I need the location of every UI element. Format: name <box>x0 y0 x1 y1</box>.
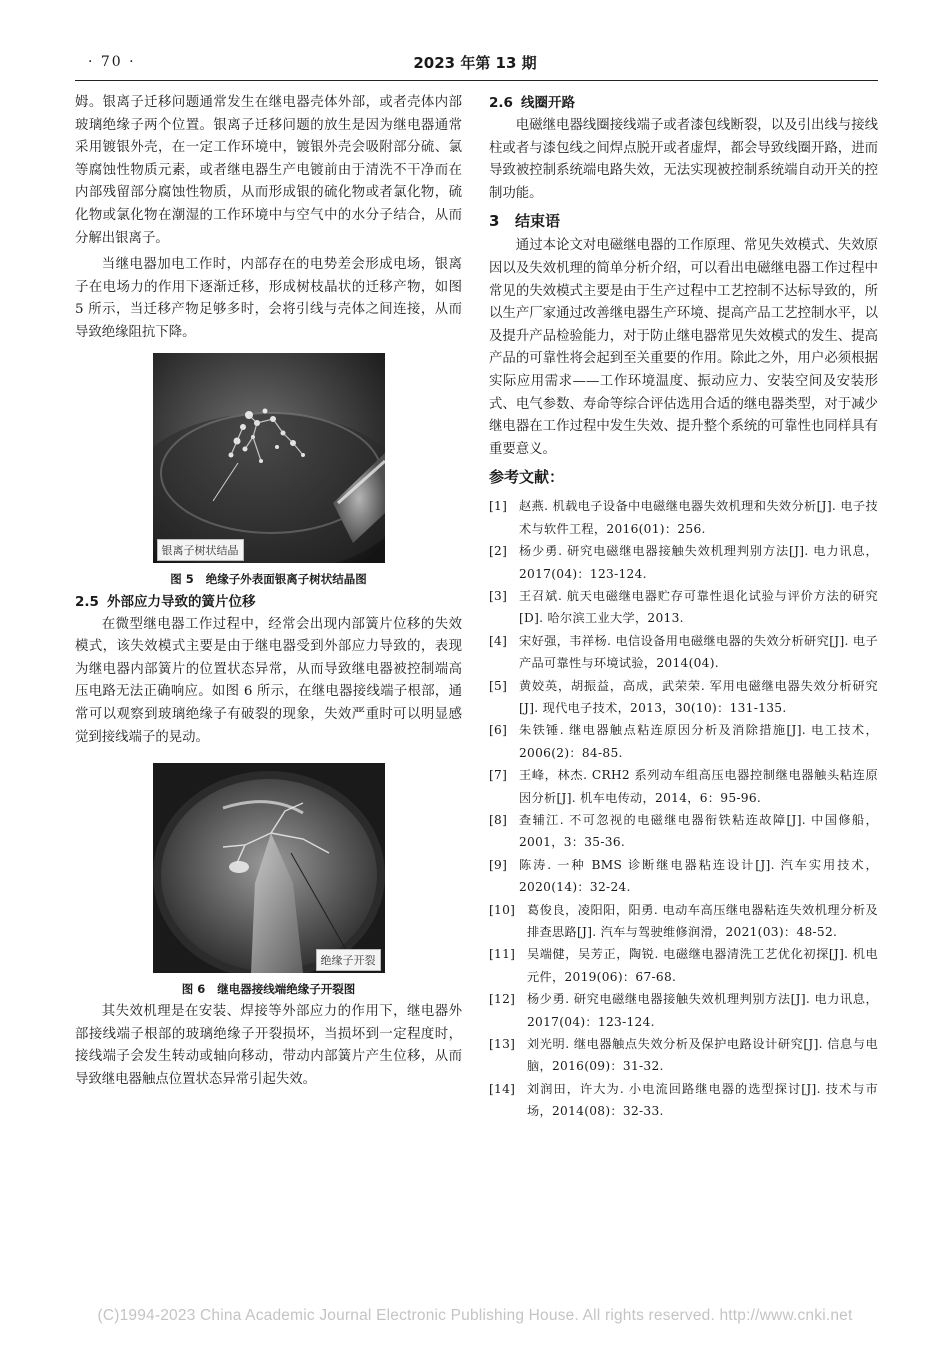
reference-number: [9] <box>489 857 508 872</box>
reference-item <box>489 988 878 1033</box>
reference-text: 朱铁锤. 继电器触点粘连原因分析及消除措施[J]. 电工技术，2006(2)：84-85. <box>519 723 878 760</box>
reference-number: [6] <box>489 723 508 738</box>
reference-list <box>489 495 878 1122</box>
section-2-6-heading <box>489 92 878 115</box>
section-2-6-number: 2.6 <box>489 95 513 111</box>
paragraph-silver-migration: 姆。银离子迁移问题通常发生在继电器壳体外部，或者壳体内部玻璃绝缘子两个位置。银离子迁移问题的放生是因为继电器通常采用镀银外壳，在一定工作环境中，镀银外壳会吸附部分硫、氯等腐蚀性物质元素，或者继电器生产电镀前由于清洗不干净而在内部残留部分腐蚀性物质，从而形成银的硫化物或者氯化物，硫化物或氯化物在潮湿的工作环境中与空气中的水分子结合，从而分解出银离子。 <box>75 95 462 246</box>
section-2-5-number: 2.5 <box>75 593 99 610</box>
reference-number: [5] <box>489 678 508 693</box>
reference-number: [14] <box>489 1081 516 1096</box>
reference-number: [2] <box>489 544 508 559</box>
reference-number: [10] <box>489 902 516 917</box>
reference-number: [13] <box>489 1037 516 1052</box>
section-2-5-heading <box>75 591 462 614</box>
reference-item <box>489 1078 878 1123</box>
reference-number: [11] <box>489 947 516 962</box>
reference-text: 赵燕. 机载电子设备中电磁继电器失效机理和失效分析[J]. 电子技术与软件工程，2016(01)：256. <box>519 499 878 536</box>
reference-text: 查辅江. 不可忽视的电磁继电器衔铁粘连故障[J]. 中国修船，2001，3：35-36. <box>519 813 878 850</box>
reference-number: [4] <box>489 633 508 648</box>
figure-6-label: 绝缘子开裂 <box>316 949 381 971</box>
paragraph-reed-displacement: 在微型继电器工作过程中，经常会出现内部簧片位移的失效模式，该失效模式主要是由于继电器受到外部应力导致的，表现为继电器内部簧片的位置状态异常，从而导致继电器被控制端高压电路无法正确响应。如图 6 所示，在继电器接线端子根部，通常可以观察到玻璃绝缘子有破裂的现象，失效严重时可以明显感觉到接线端子的晃动。 <box>75 616 462 745</box>
reference-text: 吴端健，吴芳正，陶锐. 电磁继电器清洗工艺优化初探[J]. 机电元件，2019(06)：67-68. <box>527 947 878 984</box>
figure-5-caption <box>75 571 462 587</box>
reference-item <box>489 899 878 944</box>
reference-text: 刘光明. 继电器触点失效分析及保护电路设计研究[J]. 信息与电脑，2016(09)：31-32. <box>527 1037 878 1074</box>
section-3-number: 3 <box>489 212 500 231</box>
section-3-title: 结束语 <box>515 212 561 231</box>
reference-text: 陈涛. 一种 BMS 诊断继电器粘连设计[J]. 汽车实用技术，2020(14)：32-24. <box>519 857 878 895</box>
reference-number: [8] <box>489 813 508 827</box>
figure-5-number: 图 5 <box>170 571 194 586</box>
figure-5-photo <box>153 353 385 563</box>
silver-dendrite-image <box>153 353 385 563</box>
figure-6 <box>75 763 462 997</box>
paragraph-electric-field: 当继电器加电工作时，内部存在的电势差会形成电场，银离子在电场力的作用下逐渐迁移，形成树枝晶状的迁移产物，如图 5 所示，当迁移产物足够多时，会将引线与壳体之间连接，从而导致绝缘阻抗下降。 <box>75 257 462 340</box>
reference-text: 王召斌. 航天电磁继电器贮存可靠性退化试验与评价方法的研究[D]. 哈尔滨工业大学，2013. <box>519 588 878 626</box>
section-2-6-title: 线圈开路 <box>521 95 575 111</box>
right-column <box>489 92 878 1123</box>
paragraph-coil-open: 电磁继电器线圈接线端子或者漆包线断裂，以及引出线与接线柱或者与漆包线之间焊点脱开或者虚焊，都会导致线圈开路，进而导致被控制系统端电路失效，无法实现被控制系统端自动开关的控制功能。 <box>489 118 878 201</box>
figure-5-label: 银离子树状结晶 <box>157 539 244 561</box>
reference-text: 王峰，林杰. CRH2 系列动车组高压电器控制继电器触头粘连原因分析[J]. 机车电传动，2014，6：95-96. <box>519 768 878 805</box>
page-number: · 70 · <box>88 54 136 70</box>
reference-item <box>489 495 878 540</box>
reference-item <box>489 675 878 720</box>
figure-6-caption-text: 继电器接线端绝缘子开裂图 <box>217 982 356 997</box>
reference-number: [3] <box>489 588 508 603</box>
insulator-crack-image <box>153 763 385 973</box>
references-heading: 参考文献： <box>489 468 565 487</box>
reference-item <box>489 809 878 854</box>
reference-item <box>489 943 878 988</box>
reference-text: 葛俊良，凌阳阳，阳勇. 电动车高压继电器粘连失效机理分析及排查思路[J]. 汽车与驾驶维修润滑，2021(03)：48-52. <box>527 902 878 940</box>
reference-text: 杨少勇. 研究电磁继电器接触失效机理判别方法[J]. 电力讯息，2017(04)：123-124. <box>519 544 878 581</box>
reference-item <box>489 540 878 585</box>
figure-6-caption <box>75 981 462 997</box>
reference-item <box>489 585 878 630</box>
reference-number: [12] <box>489 992 516 1007</box>
copyright-watermark: (C)1994-2023 China Academic Journal Electronic Publishing House. All rights reserved. http://www.cnki.net <box>97 1307 853 1324</box>
reference-item <box>489 630 878 675</box>
figure-6-photo <box>153 763 385 973</box>
reference-item <box>489 764 878 809</box>
reference-text: 刘润田，许大为. 小电流回路继电器的选型探讨[J]. 技术与市场，2014(08)：32-33. <box>527 1081 878 1119</box>
reference-number: [1] <box>489 499 508 514</box>
header-rule <box>75 80 878 81</box>
paragraph-failure-mechanism: 其失效机理是在安装、焊接等外部应力的作用下，继电器外部接线端子根部的玻璃绝缘子开裂损坏，当损坏到一定程度时，接线端子会发生转动或轴向移动，带动内部簧片产生位移，从而导致继电器触点位置状态异常引起失效。 <box>75 1004 462 1087</box>
figure-5-caption-text: 绝缘子外表面银离子树状结晶图 <box>205 571 367 586</box>
left-column <box>75 92 462 1091</box>
figure-5 <box>75 353 462 587</box>
reference-item <box>489 1033 878 1078</box>
reference-text: 杨少勇. 研究电磁继电器接触失效机理判别方法[J]. 电力讯息，2017(04)：123-124. <box>527 992 878 1029</box>
reference-item <box>489 719 878 764</box>
reference-text: 宋好强，韦祥杨. 电信设备用电磁继电器的失效分析研究[J]. 电子产品可靠性与环境试验，2014(04). <box>519 633 878 671</box>
section-2-5-title: 外部应力导致的簧片位移 <box>107 593 256 610</box>
journal-issue: 2023 年第 13 期 <box>413 54 537 72</box>
section-3-heading <box>489 209 878 233</box>
reference-item <box>489 854 878 899</box>
reference-text: 黄姣英，胡振益，高成，武荣荣. 军用电磁继电器失效分析研究[J]. 现代电子技术，2013，30(10)：131-135. <box>519 678 878 715</box>
reference-number: [7] <box>489 768 508 783</box>
paragraph-conclusion: 通过本论文对电磁继电器的工作原理、常见失效模式、失效原因以及失效机理的简单分析介绍，可以看出电磁继电器工作过程中常见的失效模式主要是由于生产过程中工艺控制不达标导致的，所以生产厂家通过改善继电器生产环境、提高产品工艺控制水平，以及提升产品检验能力，对于防止继电器常见失效模式的发生、提高产品的可靠性将会起到至关重要的作用。除此之外，用户必须根据实际应用需求——工作环境温度、振动应力、安装空间及安装形式、电气参数、寿命等综合评估选用合适的继电器类型，对于减少继电器在工作过程中发生失效、提升整个系统的可靠性也同样具有重要意义。 <box>489 238 878 457</box>
figure-6-number: 图 6 <box>181 982 206 997</box>
